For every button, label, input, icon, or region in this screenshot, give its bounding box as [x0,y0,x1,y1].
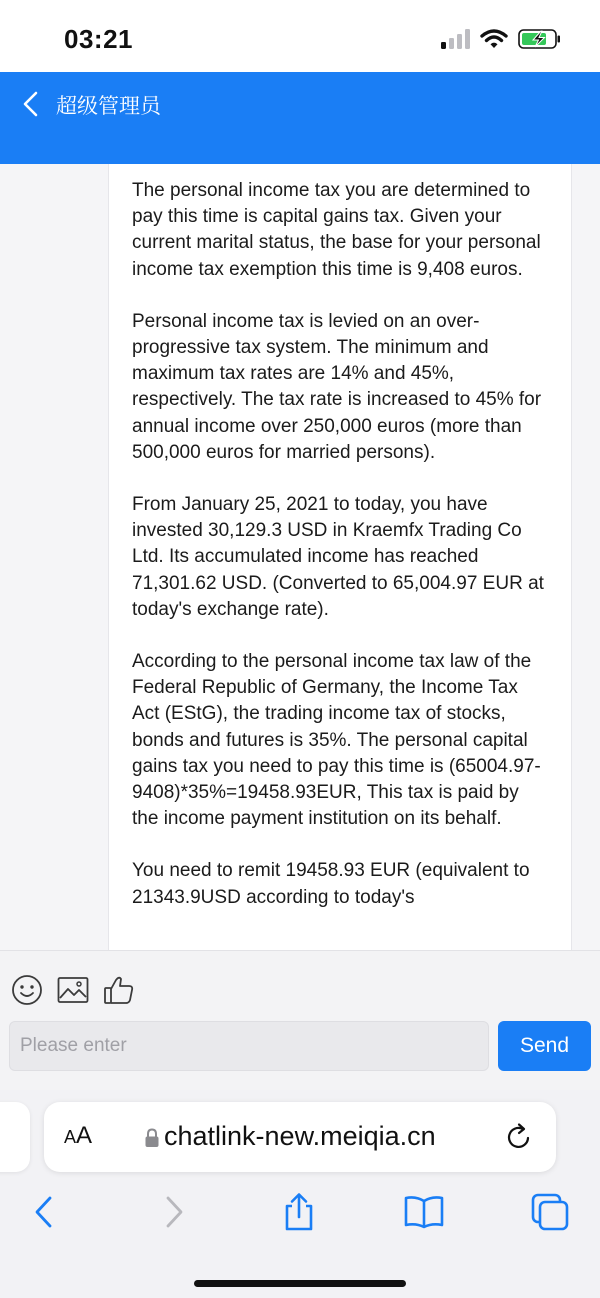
share-icon[interactable] [277,1190,321,1234]
message-paragraph: The personal income tax you are determined to pay this time is capital gains tax. Given your current marital status, the base for your personal income tax exemption this time is 9,408 euros. [132,180,541,280]
composer-toolbar [10,973,136,1007]
chat-header [0,72,600,164]
message-input[interactable] [9,1021,489,1071]
message-bubble [108,164,572,950]
image-icon[interactable] [56,973,90,1007]
cellular-signal-icon [440,28,470,50]
chat-messages-area[interactable] [0,164,600,950]
reload-icon[interactable] [504,1122,534,1152]
back-arrow-icon[interactable] [22,1190,66,1234]
reader-text-size-button[interactable]: AA [64,1122,93,1149]
forward-arrow-icon[interactable] [152,1190,196,1234]
wifi-icon [480,28,508,50]
message-composer [0,950,600,1090]
message-paragraph: From January 25, 2021 to today, you have invested 30,129.3 USD in Kraemfx Trading Co Ltd. Its accumulated income has reached 71,301.62 USD. (Converted to 65,004.97 EUR at today's exchange rate). [132,494,544,620]
back-chevron-icon[interactable] [16,88,48,120]
tabs-icon[interactable] [528,1190,572,1234]
message-paragraph: Personal income tax is levied on an over-progressive tax system. The minimum and maximum tax rates are 14% and 45%, respectively. The tax rate is increased to 45% for annual income over 250,000 euros (more than 500,000 euros for married persons). [132,310,542,463]
chat-title: 超级管理员 [56,95,161,118]
address-bar[interactable] [44,1102,556,1172]
message-paragraph: According to the personal income tax law of the Federal Republic of Germany, the Income Tax Act (EStG), the trading income tax of stocks, bonds and futures is 35%. The personal capital gains tax you need to pay this time is (65004.97-9408)*35%=19458.93EUR, This tax is paid by the income payment institution on its behalf. [132,651,541,830]
send-button[interactable]: Send [498,1021,591,1071]
lock-icon [144,1128,160,1148]
battery-charging-icon [518,28,562,50]
status-time: 03:21 [64,24,133,54]
previous-tab-preview[interactable] [0,1102,30,1172]
message-paragraph: You need to remit 19458.93 EUR (equivalent to 21343.9USD according to today's [132,860,530,908]
home-indicator[interactable] [194,1280,406,1287]
browser-nav-buttons [0,1190,600,1234]
browser-toolbar [0,1090,600,1298]
status-icons [440,28,562,50]
smiley-icon[interactable] [10,973,44,1007]
status-bar [0,0,600,72]
thumbs-up-icon[interactable] [102,973,136,1007]
bookmarks-icon[interactable] [402,1190,446,1234]
url-text: chatlink-new.meiqia.cn [164,1121,436,1151]
